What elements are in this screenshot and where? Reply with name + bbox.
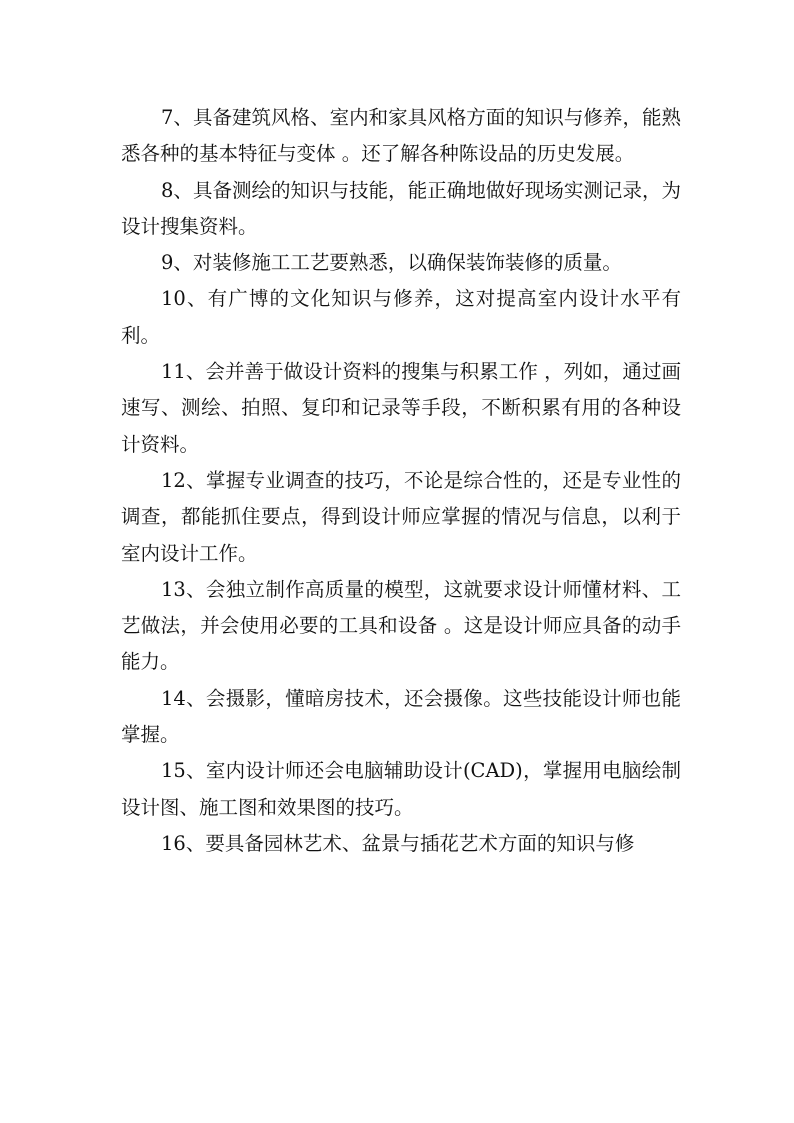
paragraph-item-11: 11、会并善于做设计资料的搜集与积累工作 ，列如，通过画速写、测绘、拍照、复印和记录等手段，不断积累有用的各种设计资料。 — [121, 360, 681, 456]
paragraph-item-8: 8、具备测绘的知识与技能，能正确地做好现场实测记录，为设计搜集资料。 — [121, 178, 681, 238]
paragraph-item-16: 16、要具备园林艺术、盆景与插花艺术方面的知识与修 — [161, 831, 635, 855]
paragraph-item-9: 9、对装修施工工艺要熟悉，以确保装饰装修的质量。 — [161, 251, 622, 275]
paragraph-item-12: 12、掌握专业调查的技巧，不论是综合性的，还是专业性的调查，都能抓住要点，得到设计师应掌握的情况与信息，以利于室内设计工作。 — [121, 468, 681, 565]
paragraph-item-13: 13、会独立制作高质量的模型，这就要求设计师懂材料、工艺做法，并会使用必要的工具和设备 。这是设计师应具备的动手能力。 — [121, 577, 681, 674]
paragraph-item-10: 10、有广博的文化知识与修养，这对提高室内设计水平有利。 — [121, 287, 681, 347]
paragraph-item-14: 14、会摄影，懂暗房技术，还会摄像。这些技能设计师也能掌握。 — [121, 686, 681, 747]
paragraph-item-7: 7、具备建筑风格、室内和家具风格方面的知识与修养，能熟悉各种的基本特征与变体 。还了解各种陈设品的历史发展。 — [121, 106, 681, 166]
document-body — [121, 100, 681, 862]
paragraph-item-15: 15、室内设计师还会电脑辅助设计(CAD)，掌握用电脑绘制设计图、施工图和效果图的技巧。 — [121, 759, 681, 819]
